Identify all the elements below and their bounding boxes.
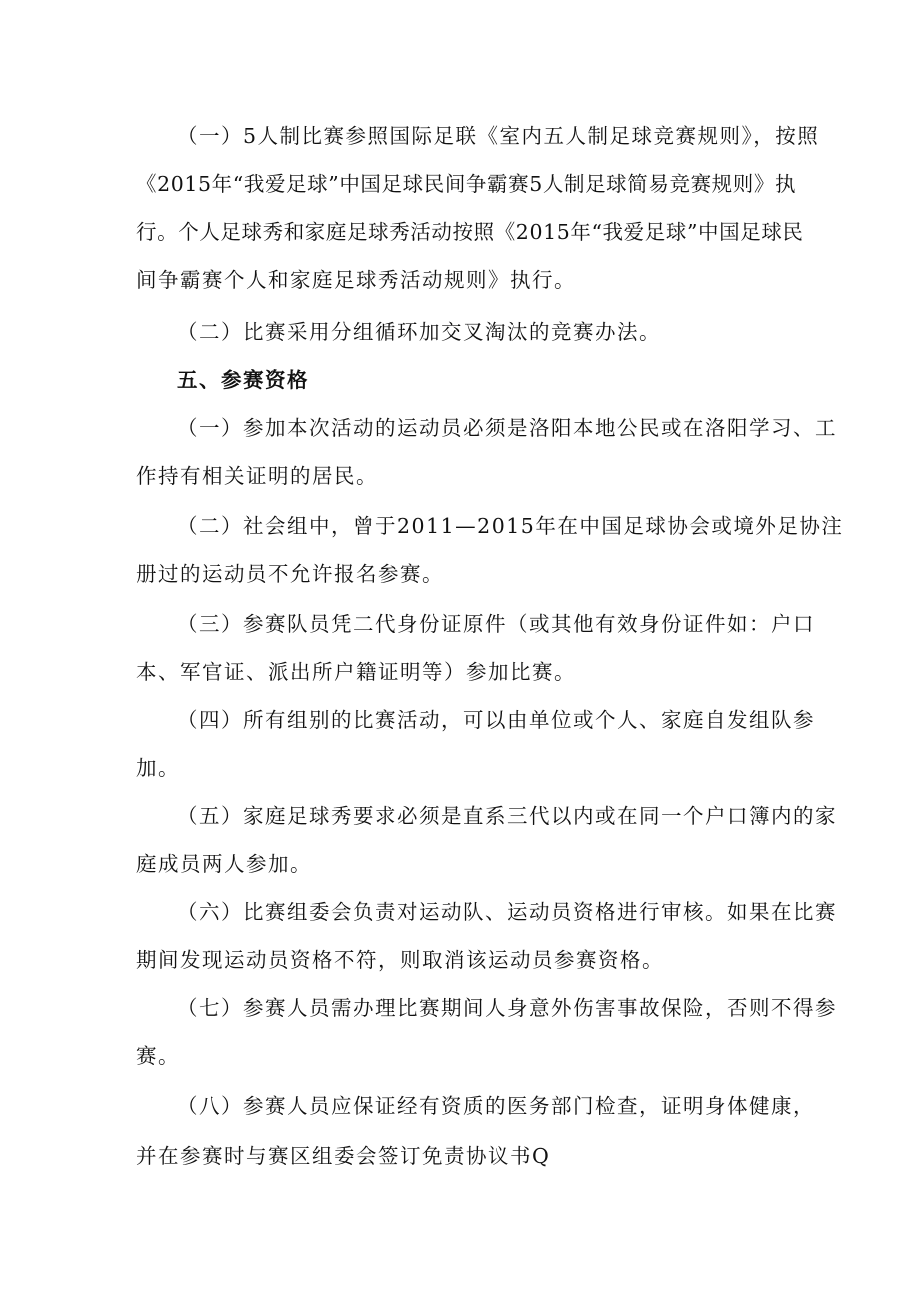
text-line: （二）社会组中，曾于2011—2015年在中国足球协会或境外足协注 [177, 514, 844, 538]
text-line: （七）参赛人员需办理比赛期间人身意外伤害事故保险，否则不得参 [177, 996, 837, 1020]
text-line: 加。 [136, 756, 180, 780]
text-line: 间争霸赛个人和家庭足球秀活动规则》执行。 [136, 268, 576, 292]
text-line: 《2015年“我爱足球”中国足球民间争霸赛5人制足球简易竞赛规则》执 [136, 172, 797, 196]
text-line: （五）家庭足球秀要求必须是直系三代以内或在同一个户口簿内的家 [177, 804, 837, 828]
text-line: 行。个人足球秀和家庭足球秀活动按照《2015年“我爱足球”中国足球民 [136, 220, 804, 244]
text-line: （六）比赛组委会负责对运动队、运动员资格进行审核。如果在比赛 [177, 900, 837, 924]
text-line: （三）参赛队员凭二代身份证原件（或其他有效身份证件如：户口 [177, 612, 815, 636]
text-line: （一）5人制比赛参照国际足联《室内五人制足球竞赛规则》，按照 [177, 124, 820, 148]
text-line: 庭成员两人参加。 [136, 852, 312, 876]
text-line: 本、军官证、派出所户籍证明等）参加比赛。 [136, 660, 576, 684]
text-line: （二）比赛采用分组循环加交叉淘汰的竞赛办法。 [177, 320, 661, 344]
text-line: 并在参赛时与赛区组委会签订免责协议书Q [136, 1144, 551, 1168]
text-line: 册过的运动员不允许报名参赛。 [136, 562, 444, 586]
text-line: （一）参加本次活动的运动员必须是洛阳本地公民或在洛阳学习、工 [177, 416, 837, 440]
text-line: （八）参赛人员应保证经有资质的医务部门检查，证明身体健康， [177, 1094, 815, 1118]
text-line: 期间发现运动员资格不符，则取消该运动员参赛资格。 [136, 948, 664, 972]
text-line: 赛。 [136, 1044, 180, 1068]
section-title: 五、参赛资格 [177, 368, 309, 392]
text-line: 作持有相关证明的居民。 [136, 464, 378, 488]
text-line: （四）所有组别的比赛活动，可以由单位或个人、家庭自发组队参 [177, 708, 815, 732]
